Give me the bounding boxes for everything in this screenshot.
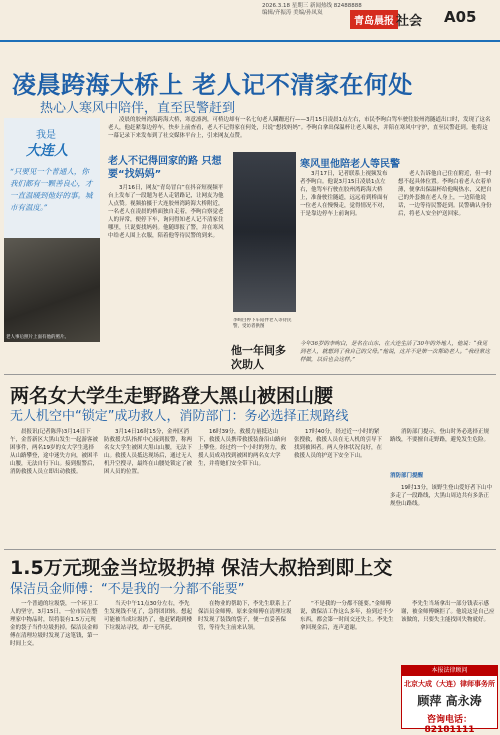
- story3-column-3: 在物业的帮助下，李先生联系上了保洁员金师傅。原来金师傅在清理垃圾时发现了装钱的袋子，便一直妥善保管，等待失主前来认领。: [198, 601, 292, 631]
- story2-headline: 两名女大学生走野路登大黑山被困山腰: [10, 385, 334, 407]
- divider: [4, 374, 496, 375]
- story2-column-5: 消防部门提示，登山时务必选择正规路线，不要擅自走野路，避免发生危险。: [390, 429, 490, 443]
- story1-subhead: 热心人寒风中陪伴，直至民警赶到: [40, 101, 236, 116]
- story1-column-3: 老人告诉他自己住在附近，但一时想不起具体位置。李昫白看老人衣着单薄，便拿出保温杯给他喝热水，又把自己的外套披在老人身上，一边陪他说话，一边等待民警赶到。民警确认身份后，将老人安全护送回家。: [398, 171, 492, 217]
- divider: [4, 549, 496, 550]
- story1-column-2: 3月17日，记者联系上视频发布者李昫白。他说3月15日凌晨1点左右，他驾车行驶在胶州湾跨海大桥上，准备驶往隧道，远远看到桥面有一位老人在慢慢走，觉得情况不对，于是靠边停车上前询问。: [300, 171, 389, 217]
- story1-column-1: 3月16日，网友“青岛冒白”在抖音短视频平台上发布了一段题为老人走错路记，让网友为他人点赞。视频拍摄于大连胶州湾跨海大桥附近，一名老人在凌晨的桥面独自走着，李昫白察觉老人的异常，便停下车，询问得知老人记不清家住哪里，只说要找妈妈。他随即报了警，并在寒风中给老人围上衣服，陪着他等待民警的到来。: [108, 185, 224, 239]
- pull-text: 今年36岁的李昫白，是名在山东、在大连生活了30年的外地人，他说：“我见到老人，就想到了我自己的父母。”他说，这并不是第一次帮助老人。“我经常这样做，以后也会这样。”: [300, 341, 490, 363]
- column-brand-top: 我是: [36, 130, 56, 141]
- bridge-caption: 李昫白停下车陪伴老人等待民警，受访者供图: [233, 318, 292, 329]
- story2-subhead: 无人机空中“锁定”成功救人，消防部门：务必选择正规路线: [10, 409, 349, 424]
- section-name: 社会: [396, 14, 423, 29]
- story1-lead: 凌晨的胶州湾海跨海大桥，寒意凛冽，可桥边却有一名七旬老人蹒跚迟行——3月15日凌晨1点左右，市民李昫白驾车驶往胶州湾隧道出口时，发现了这名老人，他赶紧靠边停车，快步上前查看，老人不记得家在何处，只说“想找妈妈”。李昫白拿出保温杯让老人喝水，并陪在寒风中守护，直至民警赶到。他将这一幕记录下来发布到了社交媒体平台上，引来网友点赞。: [108, 117, 491, 139]
- story3-column-5: 李先生当场拿出一部分钱表示感谢，被金师傅婉拒了。他说这是自己应该做的，只要失主能找回失物就好。: [401, 601, 495, 623]
- elderly-man-photo: [4, 238, 100, 342]
- page-number: A05: [444, 8, 477, 26]
- story2-column-1: 晨报讯(记者陈萍)3月14日下午，金普新区大黑山发生一起游客被困事件，两名19岁的女大学生选择从山路攀登，途中迷失方向，被困半山腰，无法自行下山。接到报警后，消防救援人员立即出动救援。: [10, 429, 98, 475]
- story3-column-1: 一个普通的垃圾袋，一个环卫工人的坚守。3月15日，一位市民在整理家中物品时，误将装有1.5万元现金的袋子当作垃圾扔掉。保洁员金师傅在清理垃圾时发现了这笔钱，第一时间上交。: [10, 601, 98, 647]
- box-title: 消防部门提醒: [390, 473, 424, 479]
- column-quote: “只要见一个普通人，你我们都有一颗善良心，才一直温暖到他好的事。城市有温度。”: [10, 167, 93, 212]
- newspaper-logo: 青岛晨报: [350, 10, 398, 29]
- legal-advisor-ad: [401, 665, 498, 735]
- box-text: 19时13分，该野生登山爱好者下山中多走了一段路线，大黑山周边共有多条正规登山路线。: [390, 485, 492, 507]
- pull-quote: 他一年间多次助人: [231, 344, 286, 371]
- ad-top: 本报法律顾问: [402, 666, 497, 676]
- story3-column-4: “不是我的一分都不能要。”金师傅说，做保洁工作这么多年，捡到过不少东西，都会第一时间交还失主。李先生拿回现金后，连声道谢。: [300, 601, 394, 631]
- story3-subhead: 保洁员金师傅：“不是我的一分都不能要”: [10, 582, 245, 597]
- editor-line: 编辑/齐振涛 美编/孙凤岚: [262, 10, 323, 16]
- photo-caption: 老人事后照片上面有他的照片。: [6, 335, 69, 340]
- story1-headline: 凌晨跨海大桥上 老人记不清家在何处: [12, 71, 413, 99]
- ad-names: 顾萍 高永涛: [417, 694, 482, 708]
- story2-column-4: 17时40分，经过近一小时的紧张搜救，救援人员在无人机的引导下找到被困者。两人身体状况良好，在救援人员的护送下安全下山。: [294, 429, 383, 459]
- story3-headline: 1.5万元现金当垃圾扔掉 保洁大叔拾到即上交: [10, 557, 393, 579]
- story2-column-3: 16时39分，救援力量抵达山下，救援人员携带救援装备沿山路向上攀登。经过约一个小时的努力，救援人员成功找到被困的两名女大学生，并将她们安全带下山。: [198, 429, 287, 467]
- page-header: [0, 0, 500, 42]
- story2-column-2: 3月14日16时15分，金州区消防救援大队指挥中心接到报警，称两名女大学生被困大黑山山腰，无法下山。救援人员抵达现场后，通过无人机升空搜寻，最终在山腰处锁定了被困人员的位置。: [104, 429, 192, 475]
- ad-phone: 咨询电话：82181111: [424, 715, 475, 735]
- story3-column-2: 当天中午11点30分左右，李先生发现钱不见了，急得团团转。想起可能被当成垃圾扔了，他赶紧跑到楼下垃圾站寻找，却一无所获。: [104, 601, 192, 631]
- ad-firm: 北京大成（大连）律师事务所: [404, 680, 495, 688]
- story1-subheading-left: 老人不记得回家的路 只想要“找妈妈”: [108, 156, 222, 180]
- bridge-photo: [233, 152, 296, 312]
- story1-subheading-right: 寒风里他陪老人等民警: [300, 159, 400, 170]
- column-brand: 大连人: [26, 143, 68, 159]
- date-line: 2026.3.18 星期三 新闻热线 82488888: [262, 3, 362, 9]
